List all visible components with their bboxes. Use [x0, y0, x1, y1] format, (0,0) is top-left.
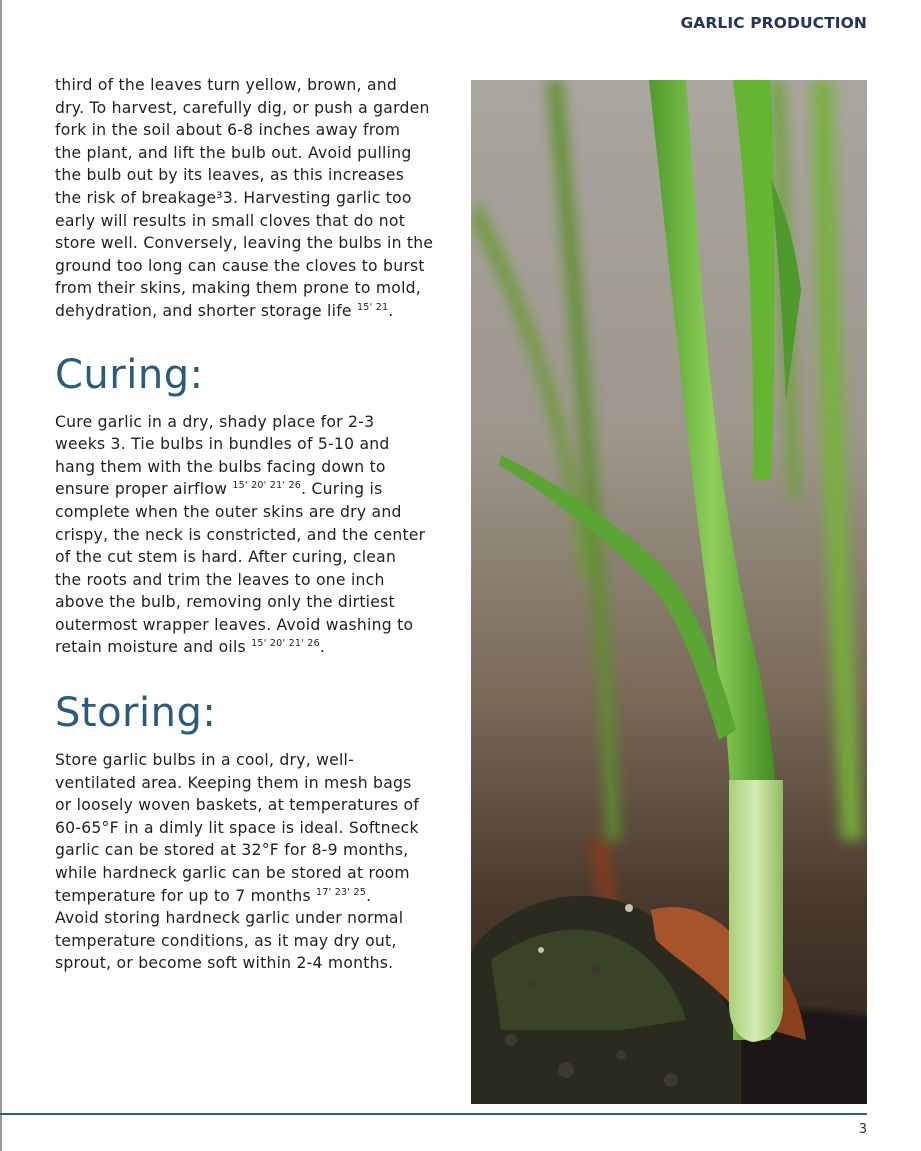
citation: 17' 23' 25	[316, 886, 367, 898]
storing-paragraph	[55, 749, 460, 975]
curing-heading: Curing:	[55, 351, 204, 398]
footer-rule	[0, 1113, 867, 1115]
harvest-text: third of the leaves turn yellow, brown, and dry. To harvest, carefully dig, or push a garden fork in the soil about 6-8 inches away from the plant, and lift the bulb out. Avoid pulling the bulb out by its leaves, as this increases the risk of breakage³3. Harvesting garlic too early will results in small cloves that do not store well. Conversely, leaving the bulbs in the ground too long can cause the cloves to burst from their skins, making them prone to mold, dehydration, and shorter storage life	[55, 76, 434, 320]
storing-text-1: Store garlic bulbs in a cool, dry, well- ventilated area. Keeping them in mesh bags or loosely woven baskets, at temperatures of 60-65°F in a dimly lit space is ideal. Softneck garlic can be stored at 32°F for 8-9 months, while hardneck garlic can be stored at room temperature for up to 7 months	[55, 751, 420, 905]
harvest-end: .	[388, 301, 394, 320]
running-header: GARLIC PRODUCTION	[680, 14, 867, 32]
storing-text-2: . Avoid storing hardneck garlic under normal temperature conditions, as it may dry out, sprout, or become soft within 2-4 months.	[55, 886, 404, 973]
citation: 15' 20' 21' 26	[251, 638, 320, 650]
harvest-paragraph	[55, 74, 460, 323]
citation: 15' 21	[356, 301, 389, 313]
curing-text-2: . Curing is complete when the outer skins are dry and crispy, the neck is constricted, and the center of the cut stem is hard. After curing, clean the roots and trim the leaves to one inch above the bulb, removing only the dirtiest outermost wrapper leaves. Avoid washing to retain moisture and oils	[55, 480, 426, 657]
curing-text-1: Cure garlic in a dry, shady place for 2-3 weeks 3. Tie bulbs in bundles of 5-10 and hang them with the bulbs facing down to ensure proper airflow	[55, 412, 390, 499]
citation: 15' 20' 21' 26	[232, 480, 302, 492]
curing-end: .	[319, 638, 326, 657]
page-number: 3	[858, 1122, 867, 1137]
page-left-border	[0, 0, 2, 1151]
text-column	[55, 74, 460, 975]
garlic-sprout-photo	[471, 80, 867, 1104]
storing-heading: Storing:	[55, 690, 217, 737]
curing-paragraph	[55, 411, 460, 660]
